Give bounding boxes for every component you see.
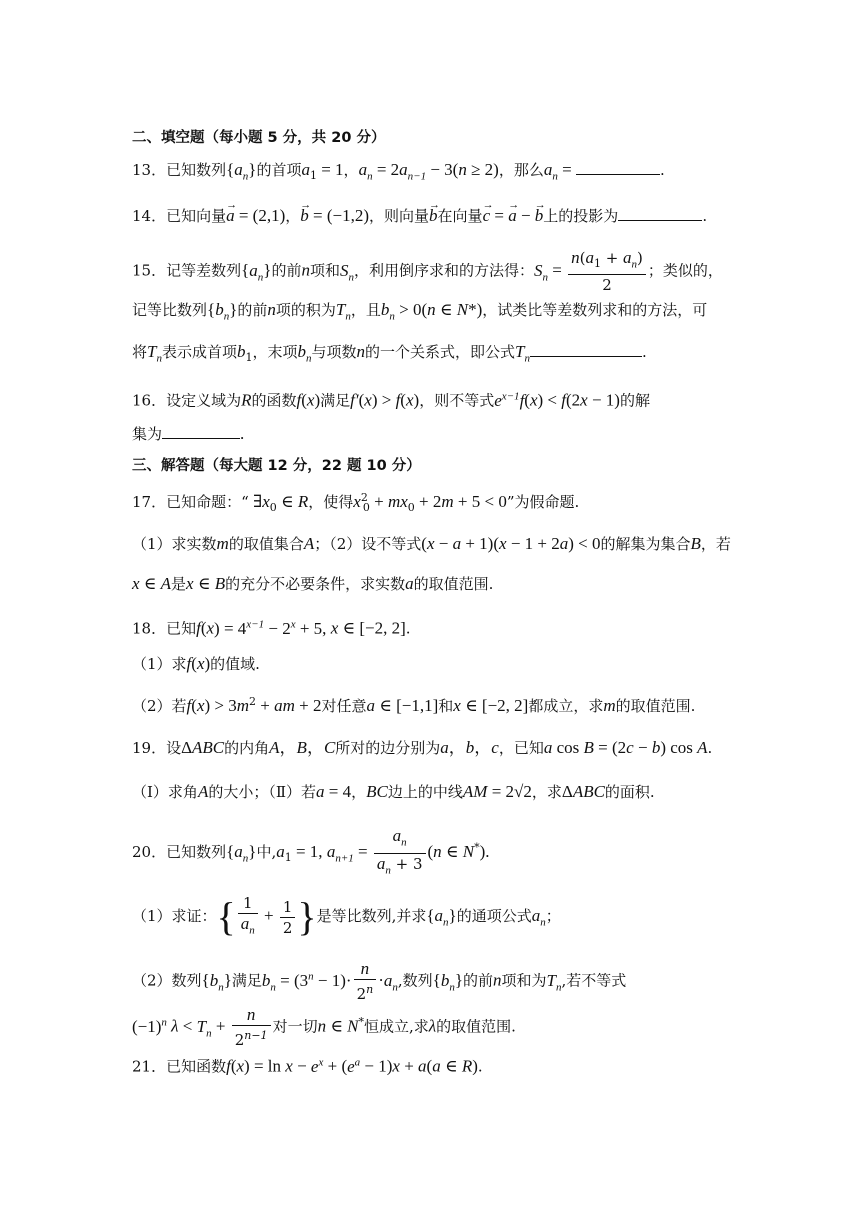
question-15-line-3: 将$T_n$表示成首项$b_1$，末项$b_n$与项数n的一个关系式，即公式$T_n$ .	[132, 342, 647, 365]
q18-text: （2）若	[132, 697, 187, 715]
q18-text: .	[405, 619, 411, 638]
q15-text: 的前	[271, 261, 302, 280]
q18-text: 18．已知	[132, 619, 197, 638]
q17-text: 的充分不必要条件，求实数	[225, 575, 406, 593]
q15-text: ，末项	[252, 343, 298, 361]
q18-text: 对任意	[321, 697, 367, 715]
question-21-line-1: 21．已知函数$f(x) = \ln x - e^x + (e^a - 1)x + a(a$ ∈ R).	[132, 1056, 483, 1076]
answer-blank[interactable]	[618, 206, 702, 221]
q20-text: （1）求证：	[132, 907, 217, 925]
q20-text: 的通项公式	[456, 907, 532, 925]
question-18-line-1: 18．已知$f(x) = 4^{x-1} - 2^x + 5$, x ∈ [−2, 2].	[132, 618, 411, 638]
q15-text: ，且	[350, 301, 381, 319]
q13-text: ，那么	[498, 161, 544, 179]
q15-text: 将	[132, 343, 148, 361]
question-15-line-1: 15．记等差数列$\{a_n\}$的前n项和$S_n$，利用倒序求和的方法得：$S_n$ = $\frac{n(a_1 + a_n)}{2}$ ；类似的，	[132, 248, 723, 295]
q13-text: ，	[343, 161, 359, 179]
q17-text: ”为假命题.	[506, 493, 580, 511]
question-16-line-1: 16．设定义域为R的函数f(x)满足f′(x) > f(x)，则不等式$e^{x-1}f(x) < f(2x - 1)$的解	[132, 390, 650, 410]
question-20-line-4: $(-1)^n$ $\lambda < T_n$ + $\frac{n}{2^{n-1}}$ 对一切n ∈ N*恒成立,求λ的取值范围.	[132, 1005, 516, 1050]
q15-text: 记等比数列	[132, 301, 208, 319]
q16-text: ，则不等式	[419, 391, 495, 410]
q15-text: 与项数	[311, 343, 357, 361]
q20-text: 的前	[463, 971, 494, 990]
q19-text: 的大小；（Ⅱ）若	[208, 783, 317, 801]
q20-text: 项和为	[501, 971, 547, 990]
question-13: 13．已知数列$\{a_n\}$的首项$a_1 = 1$，$a_n = 2a_{n-1} - 3(n \ge 2)$，那么$a_n$ = .	[132, 160, 665, 183]
q16-text: 的解	[619, 391, 650, 410]
q19-text: 边上的中线	[387, 783, 463, 801]
q20-text: 满足	[231, 971, 262, 990]
q19-text: （Ⅰ）求角	[132, 783, 198, 801]
question-17-line-1: 17．已知命题：“ $\exists x_0$ ∈ R，使得$x^2_0 + mx_0 + 2m + 5 < 0$”为假命题.	[132, 491, 580, 514]
q15-text: 15．记等差数列	[132, 261, 242, 280]
q17-text: 是	[171, 575, 187, 593]
q20-text: 中,	[256, 843, 277, 861]
question-18-line-2: （1）求f(x)的值域.	[132, 654, 260, 673]
q18-text: 和	[438, 697, 454, 715]
q15-text: 项的积为	[275, 301, 336, 319]
q19-text: ，	[351, 783, 367, 801]
question-15-line-2: 记等比数列$\{b_n\}$的前n项的积为$T_n$，且$b_n > 0(n$ ∈ N*)，试类比等差数列求和的方法，可	[132, 300, 708, 323]
q19-text: ，求	[531, 783, 562, 801]
q14-text: 上的投影为	[543, 207, 619, 225]
q20-text: （2）数列	[132, 971, 202, 990]
q15-text: 的前	[237, 301, 268, 319]
q20-text: ,若不等式	[561, 971, 627, 990]
q17-text: 的解集为集合	[600, 535, 691, 553]
q20-text: 是等比数列,并求	[316, 907, 427, 925]
question-19-line-1: 19．设ΔABC的内角A，B，C所对的边分别为a，b，c，已知a cos B = (2c − b) cos A.	[132, 738, 713, 757]
answer-blank[interactable]	[162, 424, 240, 439]
q20-text: ；	[545, 907, 561, 925]
section-3-title: 三、解答题（每大题 12 分，22 题 10 分）	[132, 458, 421, 474]
q15-text: 项和	[309, 261, 340, 280]
q17-text: （1）求实数	[132, 535, 217, 553]
q13-text: 的首项	[256, 161, 302, 179]
q14-text: ，则向量	[369, 207, 430, 225]
question-20-line-2: （1）求证：{ $\frac{1}{a_n}$ + $\frac{1}{2}$ }是等比数列,并求$\{a_n\}$的通项公式$a_n$；	[132, 894, 561, 939]
q14-text: ，	[285, 207, 301, 225]
q19-text: 所对的边分别为	[335, 739, 441, 757]
q16-text: 16．设定义域为	[132, 391, 242, 410]
q17-text: 的取值集合	[228, 535, 304, 553]
q15-text: ；类似的，	[647, 261, 723, 280]
q18-text: 都成立，求	[528, 697, 604, 715]
q19-text: 19．设	[132, 739, 182, 757]
section-2-title: 二、填空题（每小题 5 分，共 20 分）	[132, 130, 386, 146]
q20-text: 恒成立,求	[364, 1017, 429, 1036]
question-14: 14．已知向量→ a = (2,1)，→ b = (−1,2)，则向量→ b在向量→ c = → a − → b上的投影为 .	[132, 206, 732, 226]
question-17-line-3: x ∈ A是x ∈ B的充分不必要条件，求实数a的取值范围.	[132, 574, 494, 593]
question-18-line-3: （2）若$f(x) > 3m^2$ + am + 2对任意a ∈ [−1,1]和x ∈ [−2, 2]都成立，求m的取值范围.	[132, 695, 696, 715]
q14-text: 在向量	[437, 207, 483, 225]
q16-text: 的函数	[251, 391, 297, 410]
q15-text: ，利用倒序求和的方法得：	[353, 261, 534, 280]
q18-text: （1）求	[132, 655, 187, 673]
q15-text: .	[642, 343, 647, 361]
q16-text: 满足	[320, 391, 351, 410]
q18-text: 的值域.	[210, 655, 260, 673]
question-20-line-1: 20．已知数列$\{a_n\}$中$,a_1 = 1$, $a_{n+1}$ = $\frac{a_n}{a_n + 3}$ (n ∈ N*).	[132, 826, 490, 876]
q20-text: 的取值范围.	[436, 1017, 516, 1036]
answer-blank[interactable]	[530, 342, 642, 357]
q13-text: .	[659, 161, 665, 179]
q15-text: ，试类比等差数列求和的方法，可	[482, 301, 708, 319]
q17-text: ，使得	[308, 493, 354, 511]
q14-text: 14．已知向量	[132, 207, 227, 225]
q19-text: 的内角	[224, 739, 270, 757]
q17-text: ；（2）设不等式	[314, 535, 422, 553]
q17-text: ，若	[700, 535, 731, 553]
question-19-line-2: （Ⅰ）求角A的大小；（Ⅱ）若a = 4，BC边上的中线AM = 2√2，求ΔABC的面积.	[132, 782, 655, 801]
answer-blank[interactable]	[576, 160, 660, 175]
q16-text: 集为	[132, 425, 163, 443]
question-16-line-2: 集为 .	[132, 424, 245, 443]
q20-text: 20．已知数列	[132, 843, 227, 861]
q15-text: 表示成首项	[161, 343, 237, 361]
q13-text: 13．已知数列	[132, 161, 227, 179]
q15-text: 的一个关系式，即公式	[365, 343, 516, 361]
question-17-line-2: （1）求实数m的取值集合A；（2）设不等式(x − a + 1)(x − 1 + 2a) < 0的解集为集合B，若	[132, 534, 731, 553]
q20-text: ,数列	[397, 971, 433, 990]
q19-text: 的面积.	[604, 783, 655, 801]
q17-text: 的取值范围.	[413, 575, 494, 593]
q17-text: 17．已知命题：“	[132, 493, 249, 511]
question-20-line-3: （2）数列$\{b_n\}$满足$b_n = (3^n - 1)\cdot$ $\frac{n}{2^n}$ $\cdot a_n$,数列$\{b_n\}$的前n项和为$T_n$,若不等式	[132, 959, 627, 1004]
q19-text: .	[707, 739, 713, 757]
q14-text: .	[702, 207, 708, 225]
q21-text: 21．已知函数	[132, 1057, 227, 1076]
q18-text: 的取值范围.	[615, 697, 696, 715]
q20-text: 对一切	[272, 1017, 318, 1036]
q19-text: ，已知	[498, 739, 544, 757]
q21-text: .	[477, 1057, 483, 1076]
